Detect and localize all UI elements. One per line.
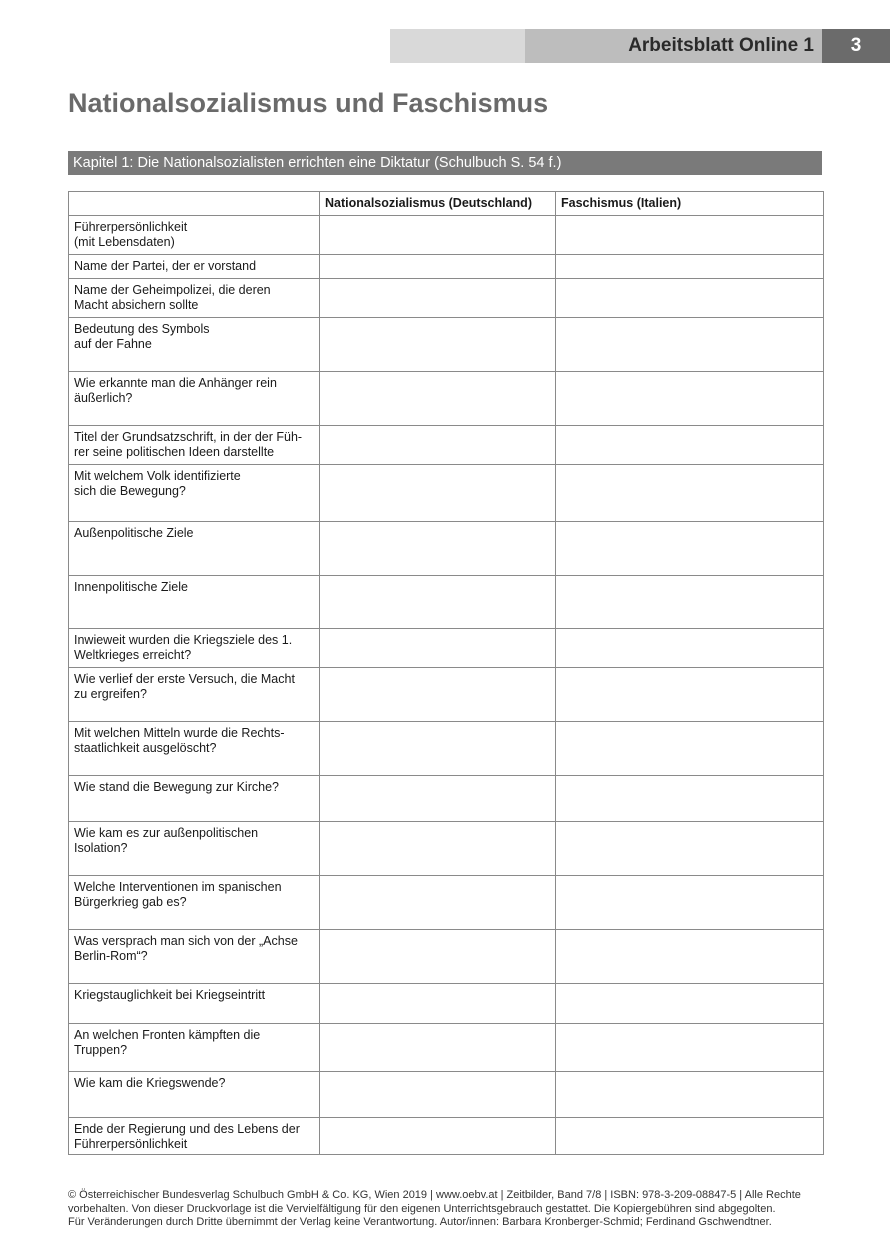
answer-cell-faschismus[interactable] [556,776,824,822]
table-row [69,668,824,722]
answer-cell-nationalsozialismus[interactable] [320,629,556,668]
answer-cell-nationalsozialismus[interactable] [320,1118,556,1155]
column-header-empty [69,192,320,216]
answer-cell-nationalsozialismus[interactable] [320,1072,556,1118]
answer-cell-faschismus[interactable] [556,372,824,426]
row-question: Außenpolitische Ziele [69,522,320,576]
answer-cell-nationalsozialismus[interactable] [320,279,556,318]
answer-cell-nationalsozialismus[interactable] [320,930,556,984]
row-question: Wie stand die Bewegung zur Kirche? [69,776,320,822]
row-question: Mit welchem Volk identifizierte sich die Bewegung? [69,465,320,522]
answer-cell-nationalsozialismus[interactable] [320,776,556,822]
answer-cell-faschismus[interactable] [556,279,824,318]
header-bar-light-segment [390,29,525,63]
answer-cell-faschismus[interactable] [556,318,824,372]
row-question: Kriegstauglichkeit bei Kriegseintritt [69,984,320,1024]
comparison-table [68,191,824,1155]
answer-cell-nationalsozialismus[interactable] [320,426,556,465]
row-question: Mit welchen Mitteln wurde die Rechts- staatlichkeit ausgelöscht? [69,722,320,776]
answer-cell-faschismus[interactable] [556,876,824,930]
answer-cell-faschismus[interactable] [556,629,824,668]
row-question: Führerpersönlichkeit (mit Lebensdaten) [69,216,320,255]
row-question: Welche Interventionen im spanischen Bürgerkrieg gab es? [69,876,320,930]
answer-cell-nationalsozialismus[interactable] [320,372,556,426]
answer-cell-faschismus[interactable] [556,216,824,255]
row-question: Wie verlief der erste Versuch, die Macht zu ergreifen? [69,668,320,722]
table-row [69,1118,824,1155]
table-row [69,629,824,668]
table-row [69,255,824,279]
row-question: Ende der Regierung und des Lebens der Führerpersönlichkeit [69,1118,320,1155]
answer-cell-faschismus[interactable] [556,1072,824,1118]
answer-cell-nationalsozialismus[interactable] [320,255,556,279]
answer-cell-nationalsozialismus[interactable] [320,522,556,576]
table-row [69,318,824,372]
answer-cell-faschismus[interactable] [556,465,824,522]
column-header-faschismus: Faschismus (Italien) [556,192,824,216]
header-bar [390,29,890,63]
column-header-nationalsozialismus: Nationalsozialismus (Deutschland) [320,192,556,216]
table-header-row [69,192,824,216]
row-question: Wie erkannte man die Anhänger rein äußerlich? [69,372,320,426]
answer-cell-faschismus[interactable] [556,822,824,876]
worksheet-label: Arbeitsblatt Online 1 [628,35,814,56]
answer-cell-faschismus[interactable] [556,1024,824,1072]
row-question: Innenpolitische Ziele [69,576,320,629]
answer-cell-faschismus[interactable] [556,1118,824,1155]
row-question: Titel der Grundsatzschrift, in der der Füh- rer seine politischen Ideen darstellte [69,426,320,465]
answer-cell-nationalsozialismus[interactable] [320,668,556,722]
answer-cell-nationalsozialismus[interactable] [320,465,556,522]
answer-cell-nationalsozialismus[interactable] [320,216,556,255]
row-question: Name der Geheimpolizei, die deren Macht absichern sollte [69,279,320,318]
answer-cell-faschismus[interactable] [556,426,824,465]
row-question: An welchen Fronten kämpften die Truppen? [69,1024,320,1072]
answer-cell-nationalsozialismus[interactable] [320,1024,556,1072]
chapter-heading: Kapitel 1: Die Nationalsozialisten errichten eine Diktatur (Schulbuch S. 54 f.) [68,151,822,175]
answer-cell-faschismus[interactable] [556,576,824,629]
answer-cell-nationalsozialismus[interactable] [320,984,556,1024]
table-row [69,930,824,984]
row-question: Inwieweit wurden die Kriegsziele des 1. Weltkrieges erreicht? [69,629,320,668]
table-row [69,876,824,930]
row-question: Was versprach man sich von der „Achse Berlin-Rom“? [69,930,320,984]
table-row [69,279,824,318]
table-row [69,1072,824,1118]
page-number: 3 [822,29,890,63]
answer-cell-faschismus[interactable] [556,722,824,776]
table-row [69,576,824,629]
copyright-footer: © Österreichischer Bundesverlag Schulbuch GmbH & Co. KG, Wien 2019 | www.oebv.at | Zeitbilder, Band 7/8 | ISBN: 978-3-209-08847-5 | Alle Rechte vorbehalten. Von dieser Druckvorlage ist die Vervielfältigung für den eigenen Unterrichtsgebrauch gestattet. Die Kopiergebühren sind abgegolten. Für Veränderungen durch Dritte übernimmt der Verlag keine Verantwortung. Autor/innen: Barbara Kronberger-Schmid; Ferdinand Gschwendtner. [68,1189,801,1228]
answer-cell-nationalsozialismus[interactable] [320,576,556,629]
row-question: Bedeutung des Symbols auf der Fahne [69,318,320,372]
answer-cell-faschismus[interactable] [556,255,824,279]
table-row [69,465,824,522]
row-question: Wie kam es zur außenpolitischen Isolation? [69,822,320,876]
table-row [69,372,824,426]
row-question: Wie kam die Kriegswende? [69,1072,320,1118]
table-row [69,1024,824,1072]
table-row [69,722,824,776]
answer-cell-nationalsozialismus[interactable] [320,876,556,930]
answer-cell-nationalsozialismus[interactable] [320,822,556,876]
answer-cell-faschismus[interactable] [556,522,824,576]
answer-cell-faschismus[interactable] [556,930,824,984]
answer-cell-nationalsozialismus[interactable] [320,722,556,776]
answer-cell-faschismus[interactable] [556,668,824,722]
table-row [69,822,824,876]
table-row [69,426,824,465]
table-row [69,776,824,822]
answer-cell-faschismus[interactable] [556,984,824,1024]
table-row [69,522,824,576]
table-row [69,984,824,1024]
page-title: Nationalsozialismus und Faschismus [68,88,549,118]
row-question: Name der Partei, der er vorstand [69,255,320,279]
answer-cell-nationalsozialismus[interactable] [320,318,556,372]
table-row [69,216,824,255]
